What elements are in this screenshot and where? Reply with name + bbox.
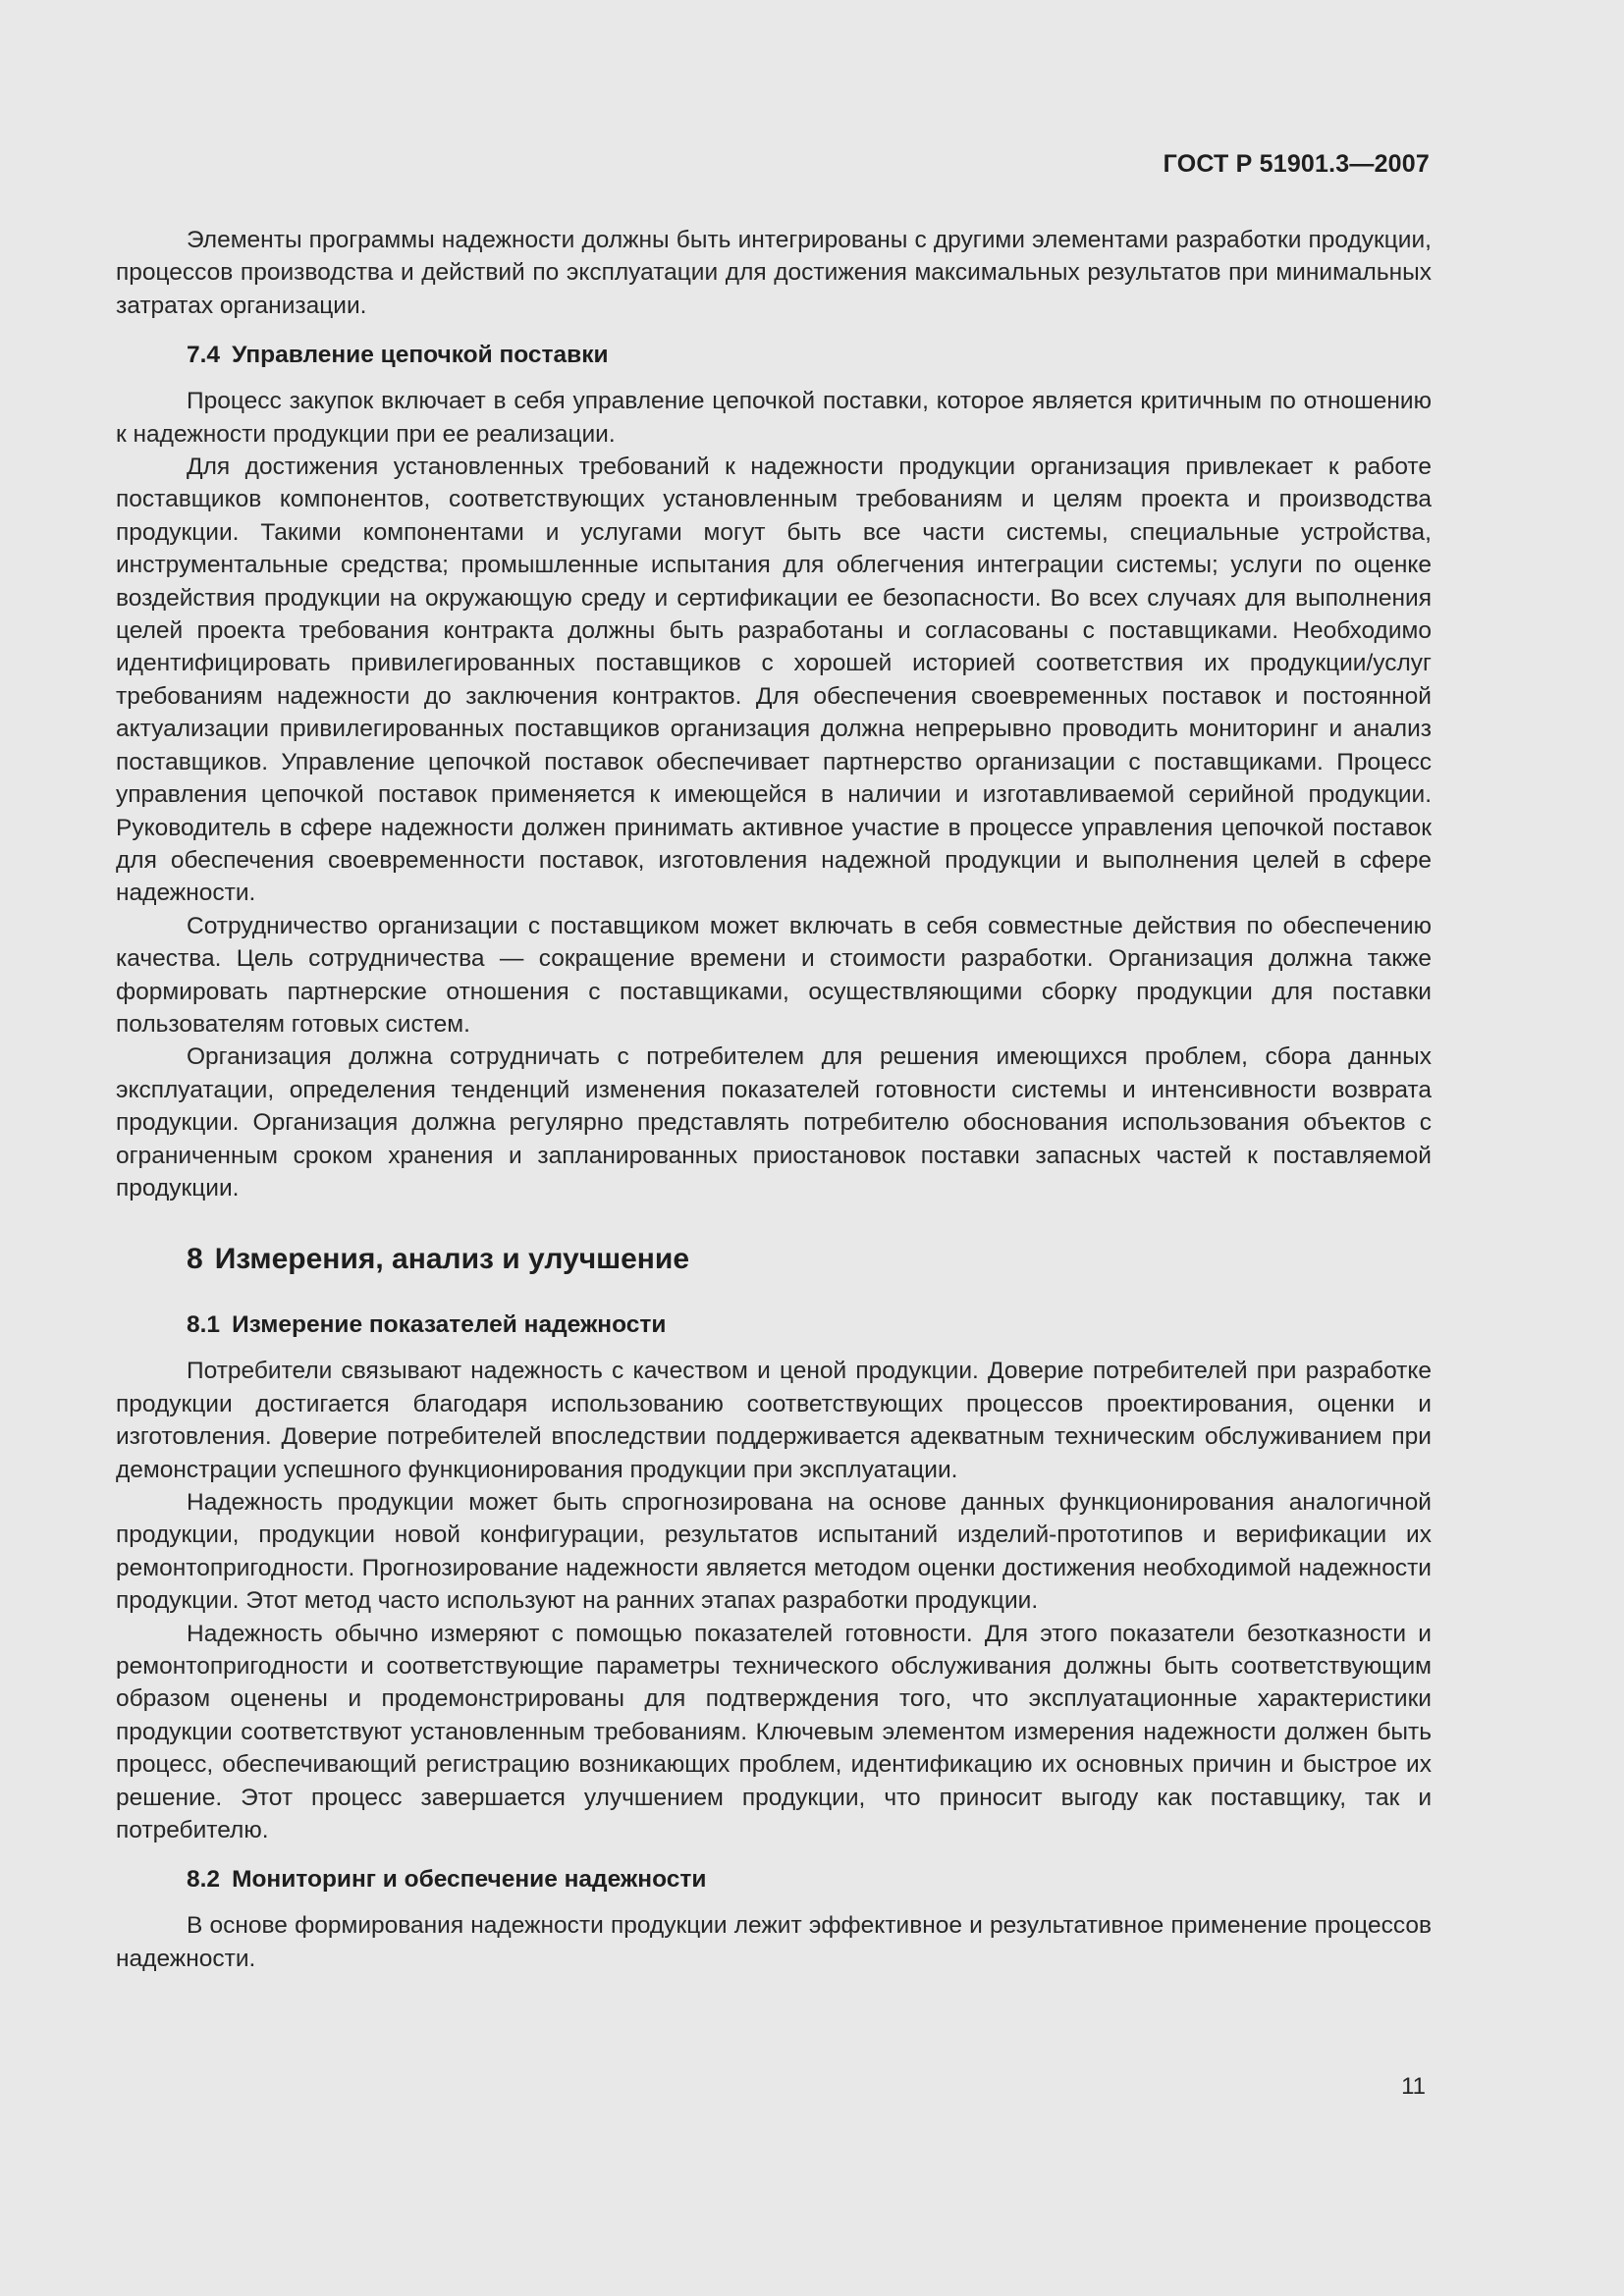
section-8-1-paragraph: Потребители связывают надежность с качеством и ценой продукции. Доверие потребителей при разработке продукции достигается благодаря использованию соответствующих процессов проектирования, оценки и изготовления. Доверие потребителей впоследствии поддерживается адекватным техническим обслуживанием при демонстрации успешного функционирования продукции при эксплуатации. <box>116 1358 1432 1483</box>
section-8-2-number: 8.2 <box>187 1866 221 1894</box>
section-8-2-title: Мониторинг и обеспечение надежности <box>232 1866 707 1894</box>
section-8-number: 8 <box>187 1243 203 1276</box>
section-7-4-title: Управление цепочкой поставки <box>232 342 609 369</box>
section-8-2-heading <box>187 1863 1432 1896</box>
document-code-header: ГОСТ Р 51901.3—2007 <box>1163 150 1430 178</box>
section-7-4-paragraph: Процесс закупок включает в себя управление цепочкой поставки, которое является критичным по отношению к надежности продукции при ее реализации. <box>116 388 1432 448</box>
section-7-4-paragraph: Для достижения установленных требований к надежности продукции организация привлекает к работе поставщиков компонентов, соответствующих установленным требованиям и целям проекта и производства продукции. Такими компонентами и услугами могут быть все части системы, специальные устройства, инструментальные средства; промышленные испытания для облегчения интеграции системы; услуги по оценке воздействия продукции на окружающую среду и сертификации ее безопасности. Во всех случаях для выполнения целей проекта требования контракта должны быть разработаны и согласованы с поставщиками. Необходимо идентифицировать привилегированных поставщиков с хорошей историей соответствия их продукции/услуг требованиям надежности до заключения контрактов. Для обеспечения своевременных поставок и постоянной актуализации привилегированных поставщиков организация должна непрерывно проводить мониторинг и анализ поставщиков. Управление цепочкой поставок обеспечивает партнерство организации с поставщиками. Процесс управления цепочкой поставок применяется к имеющейся в наличии и изготавливаемой серийной продукции. Руководитель в сфере надежности должен принимать активное участие в процессе управления цепочкой поставок для обеспечения своевременности поставок, изготовления надежной продукции и выполнения целей в сфере надежности. <box>116 454 1432 907</box>
section-7-4-paragraph: Сотрудничество организации с поставщиком может включать в себя совместные действия по обеспечению качества. Цель сотрудничества — сокращение времени и стоимости разработки. Организация должна также формировать партнерские отношения с поставщиками, осуществляющими сборку продукции для поставки пользователям готовых систем. <box>116 912 1432 1038</box>
section-8-2-paragraph: В основе формирования надежности продукции лежит эффективное и результативное применение процессов надежности. <box>116 1912 1432 1972</box>
section-8-1-heading <box>187 1308 1432 1341</box>
section-7-4-number: 7.4 <box>187 342 221 369</box>
section-8-heading <box>187 1240 1432 1279</box>
section-8-1-paragraph: Надежность обычно измеряют с помощью показателей готовности. Для этого показатели безотказности и ремонтопригодности и соответствующие параметры технического обслуживания должны быть соответствующим образом оценены и продемонстрированы для подтверждения того, что эксплуатационные характеристики продукции соответствуют установленным требованиям. Ключевым элементом измерения надежности должен быть процесс, обеспечивающий регистрацию возникающих проблем, идентификацию их основных причин и быстрое их решение. Этот процесс завершается улучшением продукции, что приносит выгоду как поставщику, так и потребителю. <box>116 1620 1432 1844</box>
section-7-4-heading <box>187 339 1432 371</box>
section-8-1-paragraph: Надежность продукции может быть спрогнозирована на основе данных функционирования аналогичной продукции, продукции новой конфигурации, результатов испытаний изделий-прототипов и верификации их ремонтопригодности. Прогнозирование надежности является методом оценки достижения необходимой надежности продукции. Этот метод часто используют на ранних этапах разработки продукции. <box>116 1489 1432 1615</box>
intro-paragraph: Элементы программы надежности должны быть интегрированы с другими элементами разработки продукции, процессов производства и действий по эксплуатации для достижения максимальных результатов при минимальных затратах организации. <box>116 227 1432 319</box>
page-number: 11 <box>1401 2073 1426 2100</box>
section-8-1-number: 8.1 <box>187 1311 221 1339</box>
section-8-title: Измерения, анализ и улучшение <box>214 1243 690 1276</box>
section-8-1-title: Измерение показателей надежности <box>232 1311 667 1339</box>
page-content <box>116 224 1432 1975</box>
section-7-4-paragraph: Организация должна сотрудничать с потребителем для решения имеющихся проблем, сбора данных эксплуатации, определения тенденций изменения показателей готовности системы и интенсивности возврата продукции. Организация должна регулярно представлять потребителю обоснования использования объектов с ограниченным сроком хранения и запланированных приостановок поставки запасных частей к поставляемой продукции. <box>116 1043 1432 1201</box>
